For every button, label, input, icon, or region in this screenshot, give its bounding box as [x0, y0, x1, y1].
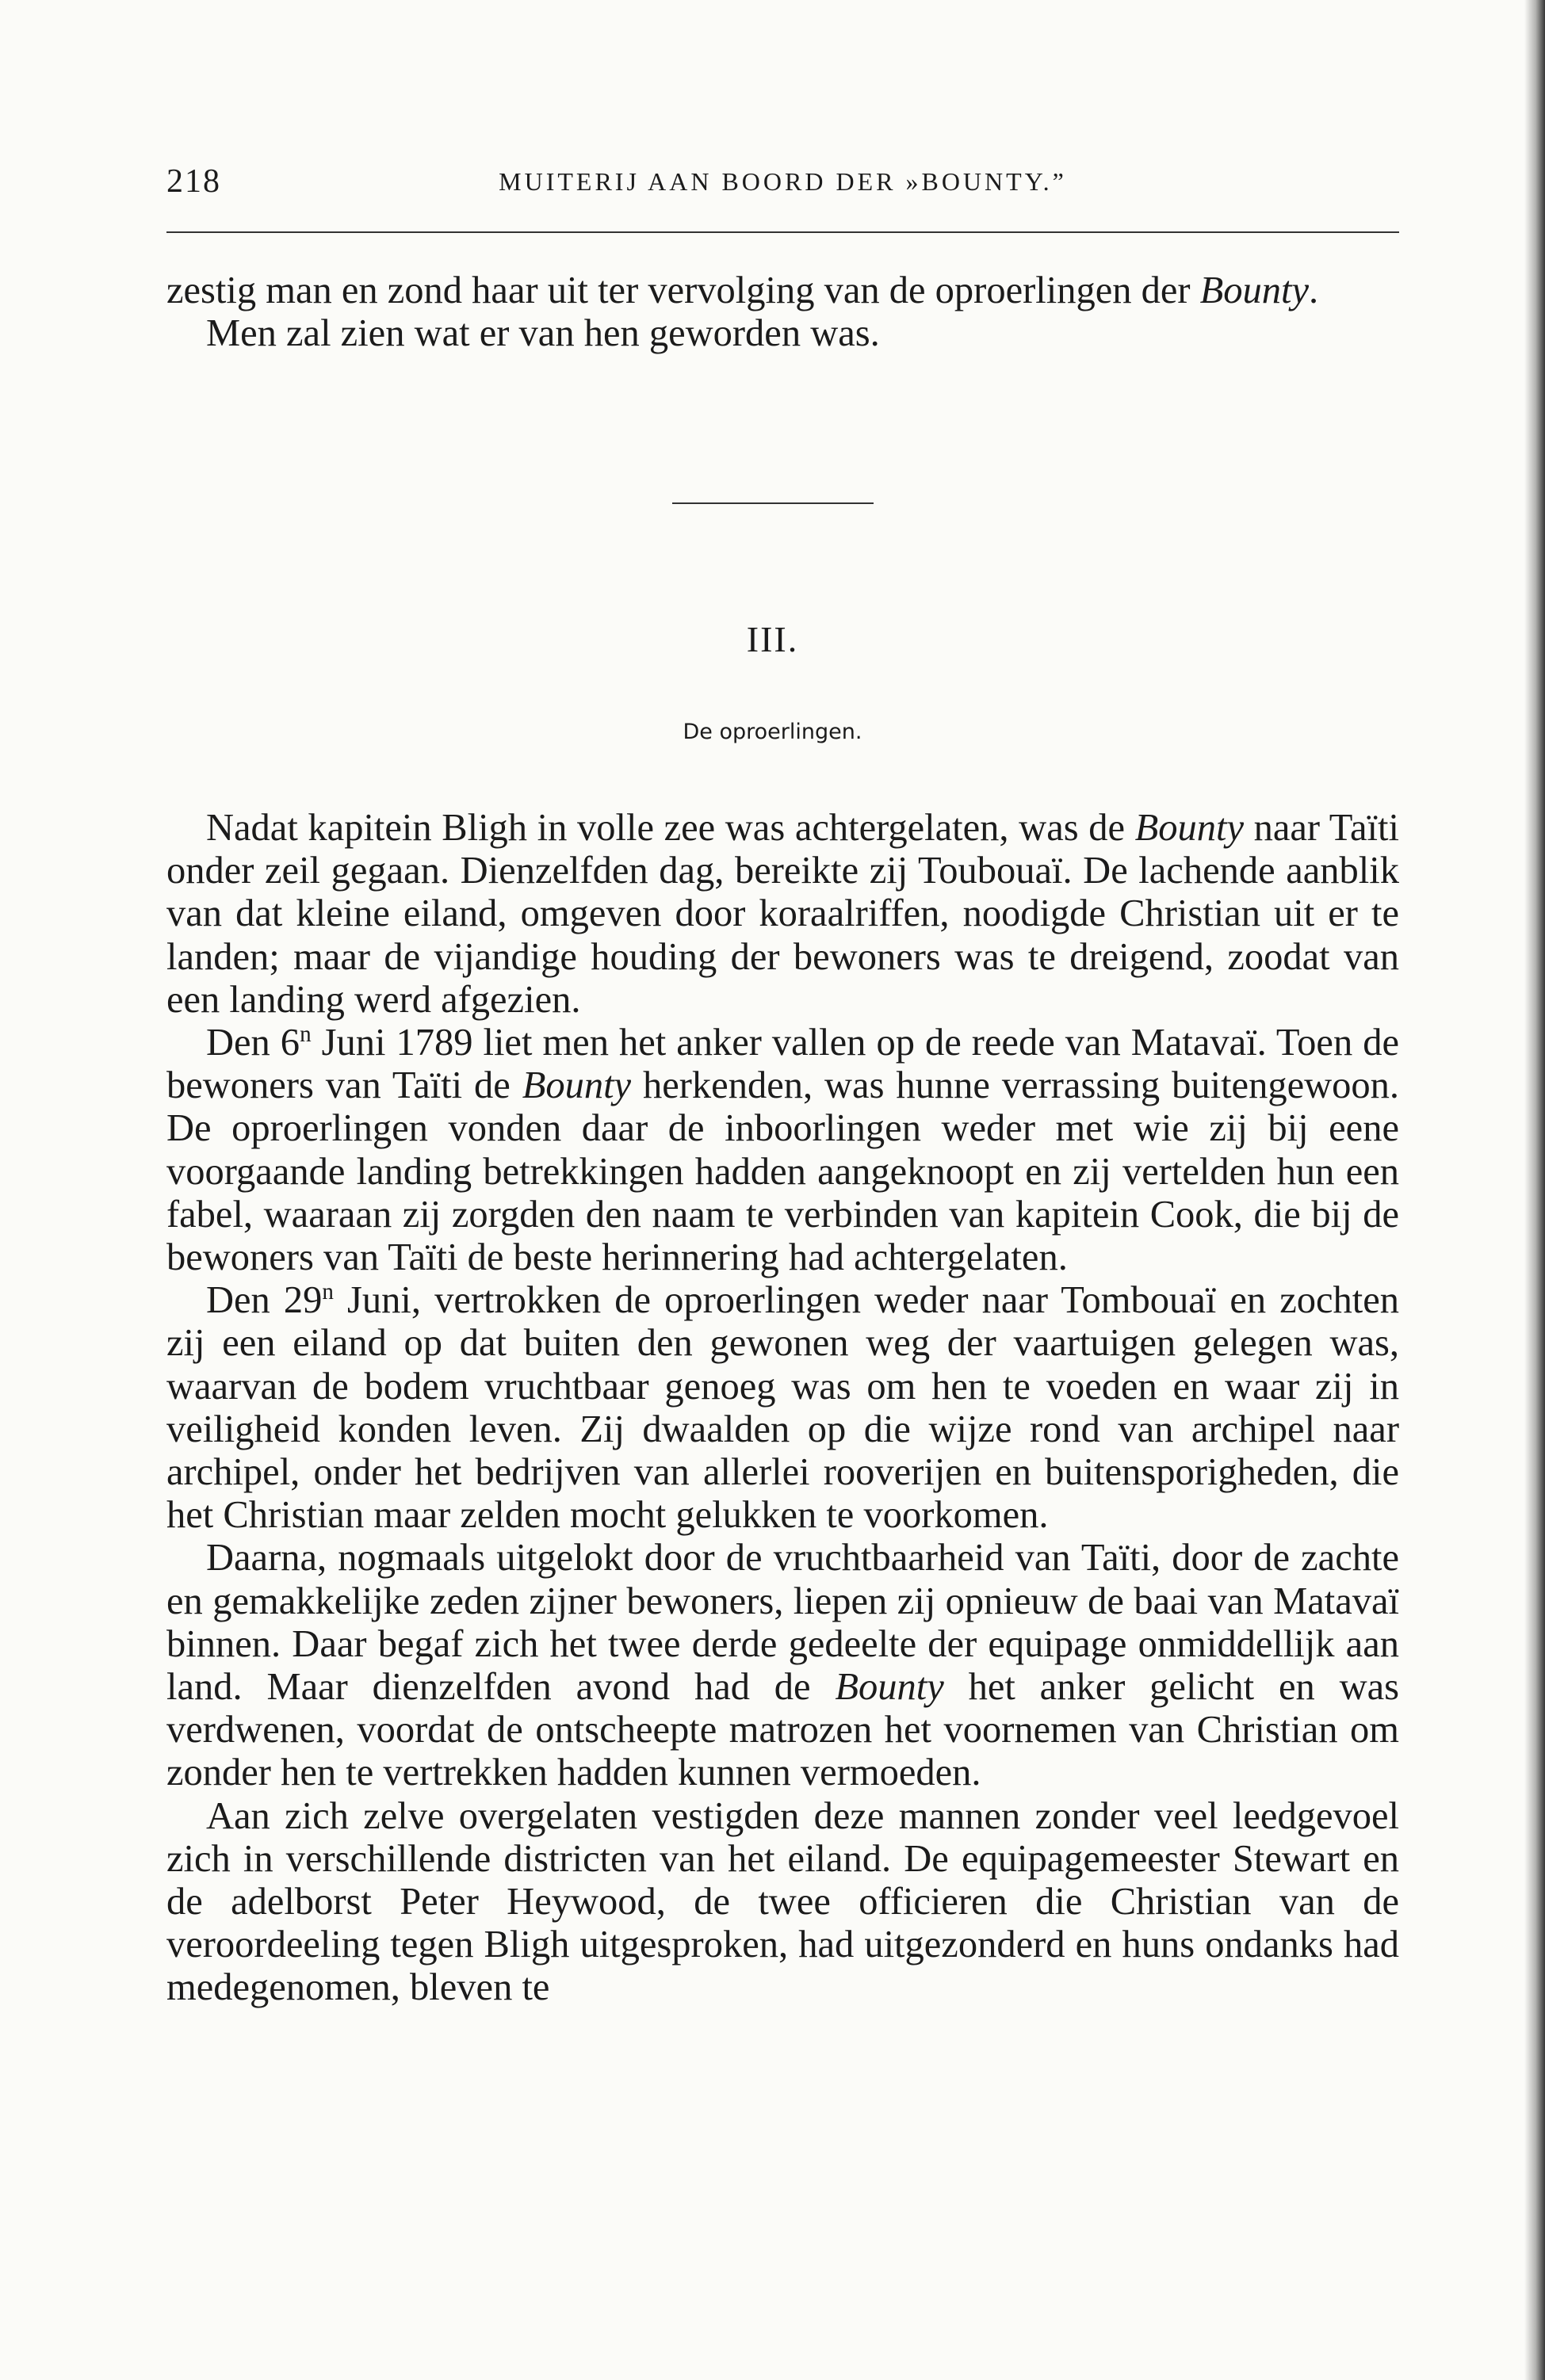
opening-text [166, 269, 1399, 355]
paragraph-2 [166, 1022, 1399, 1279]
page-edge-shadow [1524, 0, 1545, 2380]
text-run: . [1309, 269, 1319, 311]
text-run: Juni, vertrokken de oproerlingen weder naar Tombouaï en zochten zij een eiland op dat buiten den gewonen weg der vaartuigen gelegen was, waarvan de bodem vruchtbaar genoeg was om hen te voeden en waar zij in veiligheid konden leven. Zij dwaalden op die wijze rond van archipel naar archipel, onder het bedrijven van allerlei rooverijen en buitensporigheden, die het Christian maar zelden mocht gelukken te voorkomen. [166, 1279, 1399, 1537]
chapter-title: De oproerlingen. [683, 720, 862, 744]
ship-name: Bounty [835, 1666, 944, 1709]
paragraph-5: Aan zich zelve overgelaten vestigden deze mannen zonder veel leedgevoel zich in verschillende districten van het eiland. De equipagemeester Stewart en de adelborst Peter Heywood, de twee officieren die Christian van de veroordeeling tegen Bligh uitgesproken, had uitgezonderd en huns ondanks had medegenomen, bleven te [166, 1794, 1399, 2009]
header-rule [166, 231, 1399, 233]
paragraph-4 [166, 1537, 1399, 1794]
text-run: Daarna, nogmaals uitgelokt door de vruchtbaarheid van Taïti, door de zachte en gemakkelijke zeden zijner bewoners, liepen zij opnieuw de baai van Matavaï binnen. Daar begaf zich het twee derde gedeelte der equipage onmiddellijk aan land. Maar dienzelfden avond had de [166, 1537, 1399, 1709]
section-separator [672, 502, 874, 504]
ship-name: Bounty [1134, 807, 1244, 849]
page-header [166, 162, 1399, 207]
superscript: n [322, 1279, 334, 1305]
text-run: Den 6 [206, 1022, 300, 1064]
paragraph-3 [166, 1279, 1399, 1537]
running-title: MUITERIJ AAN BOORD DER »BOUNTY.” [499, 167, 1067, 196]
text-run: zestig man en zond haar uit ter vervolging van de oproerlingen der [166, 269, 1200, 311]
opening-paragraph [166, 269, 1399, 312]
ship-name: Bounty [1199, 269, 1310, 311]
text-run: Juni 1789 liet men het anker vallen op de reede van Matavaï. Toen de bewoners van Taïti de [166, 1022, 1399, 1107]
text-run: het anker gelicht en was verdwenen, voordat de ontscheepte matrozen het voornemen van Christian om zonder hen te vertrekken hadden kunnen vermoeden. [166, 1666, 1399, 1794]
text-run: Den 29 [206, 1279, 323, 1322]
chapter-number: III. [746, 619, 799, 659]
opening-paragraph-2: Men zal zien wat er van hen geworden was. [206, 312, 880, 355]
paragraph-1 [166, 807, 1399, 1022]
ship-name: Bounty [522, 1064, 632, 1107]
text-run: naar Taïti onder zeil gegaan. Dienzelfden dag, bereikte zij Toubouaï. De lachende aanblik van dat kleine eiland, omgeven door koraalriffen, noodigde Christian uit er te landen; maar de vijandige houding der bewoners was te dreigend, zoodat van een landing werd afgezien. [166, 807, 1399, 1021]
page-number: 218 [166, 163, 221, 200]
superscript: n [300, 1021, 312, 1047]
text-run: Nadat kapitein Bligh in volle zee was achtergelaten, was de [206, 807, 1135, 849]
text-run: herkenden, was hunne verrassing buitengewoon. De oproerlingen vonden daar de inboorlingen weder met wie zij bij eene voorgaande landing betrekkingen hadden aangeknoopt en zij vertelden hun een fabel, waaraan zij zorgden den naam te verbinden van kapitein Cook, die bij de bewoners van Taïti de beste herinnering had achtergelaten. [166, 1064, 1399, 1279]
body-text [166, 807, 1399, 2010]
